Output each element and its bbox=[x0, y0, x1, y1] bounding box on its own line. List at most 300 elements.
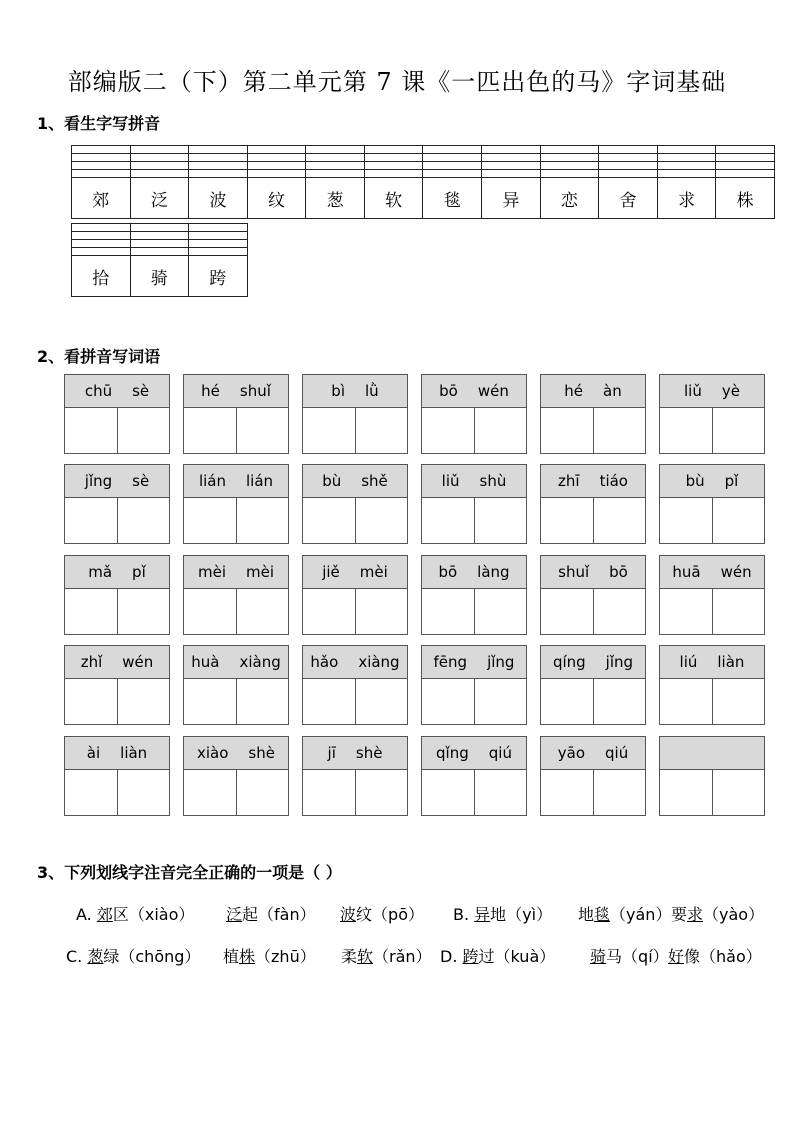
option-text: 地 bbox=[490, 905, 507, 924]
word-box bbox=[540, 736, 646, 816]
writing-cell[interactable] bbox=[541, 770, 594, 816]
answer-option-item bbox=[578, 902, 671, 925]
pinyin-writing-line[interactable] bbox=[716, 162, 775, 170]
pinyin-syllable: sè bbox=[132, 472, 150, 490]
option-text: A. bbox=[76, 905, 97, 924]
word-box bbox=[183, 464, 289, 544]
pinyin-writing-line[interactable] bbox=[189, 170, 248, 178]
underlined-character: 跨 bbox=[462, 947, 479, 966]
pinyin-syllable: liàn bbox=[717, 653, 745, 671]
character-pinyin-grid-row1 bbox=[71, 145, 775, 219]
pinyin-syllable: bù bbox=[685, 472, 705, 490]
pinyin-writing-line[interactable] bbox=[423, 170, 482, 178]
character-cell: 跨 bbox=[189, 256, 248, 297]
pinyin-writing-line[interactable] bbox=[599, 146, 658, 154]
underlined-character: 毯 bbox=[594, 905, 611, 924]
pinyin-syllable: zhǐ bbox=[80, 653, 103, 671]
answer-option-item bbox=[340, 902, 424, 925]
pinyin-header bbox=[184, 556, 288, 589]
pinyin-writing-line[interactable] bbox=[72, 248, 131, 256]
pinyin-annotation: （kuà） bbox=[494, 947, 556, 966]
option-text: 区 bbox=[112, 905, 129, 924]
pinyin-writing-line[interactable] bbox=[599, 170, 658, 178]
writing-cell[interactable] bbox=[594, 408, 646, 454]
writing-cell[interactable] bbox=[594, 498, 646, 544]
writing-cell[interactable] bbox=[237, 408, 289, 454]
pinyin-header bbox=[303, 465, 407, 498]
underlined-character: 好 bbox=[668, 947, 685, 966]
underlined-character: 异 bbox=[474, 905, 491, 924]
pinyin-annotation: （hǎo） bbox=[700, 947, 762, 966]
word-box bbox=[659, 555, 765, 635]
pinyin-writing-line[interactable] bbox=[72, 240, 131, 248]
pinyin-header bbox=[184, 465, 288, 498]
pinyin-writing-line[interactable] bbox=[306, 146, 365, 154]
pinyin-writing-line[interactable] bbox=[130, 224, 189, 232]
pinyin-syllable: shè bbox=[355, 744, 383, 762]
pinyin-writing-line[interactable] bbox=[716, 170, 775, 178]
writing-cell[interactable] bbox=[118, 679, 170, 725]
pinyin-writing-line[interactable] bbox=[482, 162, 541, 170]
pinyin-syllable: liàn bbox=[120, 744, 148, 762]
pinyin-writing-line[interactable] bbox=[540, 154, 599, 162]
answer-option-item bbox=[226, 902, 316, 925]
pinyin-syllable: qíng bbox=[552, 653, 586, 671]
word-box bbox=[540, 645, 646, 725]
pinyin-syllable: pǐ bbox=[724, 472, 739, 490]
writing-cell[interactable] bbox=[660, 498, 713, 544]
pinyin-syllable: sè bbox=[132, 382, 150, 400]
pinyin-annotation: （yì） bbox=[506, 905, 553, 924]
pinyin-syllable: shuǐ bbox=[558, 563, 590, 581]
pinyin-syllable: lián bbox=[246, 472, 274, 490]
pinyin-writing-line[interactable] bbox=[72, 224, 131, 232]
pinyin-writing-line[interactable] bbox=[482, 170, 541, 178]
pinyin-header bbox=[422, 465, 526, 498]
pinyin-writing-line[interactable] bbox=[189, 240, 248, 248]
pinyin-annotation: （rǎn） bbox=[373, 947, 432, 966]
writing-cell[interactable] bbox=[475, 498, 527, 544]
pinyin-writing-line[interactable] bbox=[482, 154, 541, 162]
writing-cell[interactable] bbox=[422, 498, 475, 544]
pinyin-header bbox=[422, 556, 526, 589]
word-box bbox=[302, 374, 408, 454]
word-box bbox=[64, 464, 170, 544]
pinyin-syllable: lǜ bbox=[365, 382, 379, 400]
pinyin-writing-line[interactable] bbox=[716, 154, 775, 162]
pinyin-header bbox=[660, 556, 764, 589]
writing-cell[interactable] bbox=[541, 408, 594, 454]
pinyin-header bbox=[660, 375, 764, 408]
option-text: 要 bbox=[671, 905, 688, 924]
pinyin-header bbox=[660, 646, 764, 679]
pinyin-writing-line[interactable] bbox=[657, 146, 716, 154]
character-pinyin-grid-row2 bbox=[71, 223, 248, 297]
pinyin-writing-line[interactable] bbox=[540, 162, 599, 170]
pinyin-syllable: jǐng bbox=[605, 653, 634, 671]
pinyin-syllable: fēng bbox=[433, 653, 468, 671]
writing-cell[interactable] bbox=[594, 679, 646, 725]
word-box bbox=[302, 464, 408, 544]
writing-cell[interactable] bbox=[118, 589, 170, 635]
writing-cell[interactable] bbox=[475, 408, 527, 454]
character-cell: 纹 bbox=[247, 178, 306, 219]
writing-cell[interactable] bbox=[303, 679, 356, 725]
pinyin-writing-line[interactable] bbox=[364, 154, 423, 162]
writing-cell[interactable] bbox=[237, 679, 289, 725]
writing-cell[interactable] bbox=[422, 770, 475, 816]
writing-cell[interactable] bbox=[356, 589, 408, 635]
pinyin-writing-line[interactable] bbox=[130, 162, 189, 170]
pinyin-header bbox=[541, 465, 645, 498]
pinyin-writing-line[interactable] bbox=[130, 232, 189, 240]
pinyin-header bbox=[303, 375, 407, 408]
pinyin-annotation: （xiào） bbox=[128, 905, 195, 924]
answer-option-item bbox=[223, 944, 316, 967]
word-box bbox=[64, 645, 170, 725]
underlined-character: 软 bbox=[357, 947, 374, 966]
pinyin-syllable: yāo bbox=[557, 744, 586, 762]
pinyin-syllable: pǐ bbox=[132, 563, 146, 581]
writing-cell[interactable] bbox=[422, 408, 475, 454]
writing-cell[interactable] bbox=[594, 770, 646, 816]
writing-cell[interactable] bbox=[65, 589, 118, 635]
option-text: D. bbox=[440, 947, 463, 966]
pinyin-annotation: （pō） bbox=[372, 905, 424, 924]
pinyin-syllable: huà bbox=[191, 653, 220, 671]
pinyin-annotation: （fàn） bbox=[258, 905, 316, 924]
underlined-character: 泛 bbox=[226, 905, 243, 924]
pinyin-syllable: bō bbox=[439, 382, 458, 400]
writing-cell[interactable] bbox=[237, 770, 289, 816]
pinyin-syllable: shuǐ bbox=[239, 382, 271, 400]
pinyin-writing-line[interactable] bbox=[189, 162, 248, 170]
pinyin-writing-line[interactable] bbox=[72, 170, 131, 178]
writing-cell[interactable] bbox=[303, 408, 356, 454]
pinyin-writing-line[interactable] bbox=[189, 232, 248, 240]
writing-cell[interactable] bbox=[475, 679, 527, 725]
writing-cell[interactable] bbox=[713, 589, 765, 635]
pinyin-writing-line[interactable] bbox=[130, 146, 189, 154]
pinyin-header bbox=[184, 737, 288, 770]
pinyin-writing-line[interactable] bbox=[306, 170, 365, 178]
pinyin-writing-line[interactable] bbox=[189, 248, 248, 256]
pinyin-writing-line[interactable] bbox=[716, 146, 775, 154]
writing-cell[interactable] bbox=[65, 408, 118, 454]
pinyin-writing-line[interactable] bbox=[540, 170, 599, 178]
writing-cell[interactable] bbox=[303, 589, 356, 635]
pinyin-syllable: bō bbox=[609, 563, 628, 581]
pinyin-syllable: jǐng bbox=[487, 653, 515, 671]
writing-cell[interactable] bbox=[356, 679, 408, 725]
character-cell: 恋 bbox=[540, 178, 599, 219]
answer-option-item bbox=[590, 944, 669, 967]
pinyin-syllable: làng bbox=[477, 563, 510, 581]
word-box bbox=[183, 645, 289, 725]
writing-cell[interactable] bbox=[356, 498, 408, 544]
option-text: 马 bbox=[606, 947, 623, 966]
pinyin-syllable: liú bbox=[679, 653, 698, 671]
character-cell: 异 bbox=[482, 178, 541, 219]
pinyin-writing-line[interactable] bbox=[482, 146, 541, 154]
section1-heading: 1、看生字写拼音 bbox=[37, 114, 161, 133]
pinyin-writing-line[interactable] bbox=[130, 154, 189, 162]
pinyin-syllable: shù bbox=[479, 472, 507, 490]
pinyin-syllable: xiàng bbox=[358, 653, 400, 671]
pinyin-writing-line[interactable] bbox=[364, 146, 423, 154]
pinyin-annotation: （chōng） bbox=[119, 947, 201, 966]
option-text: 地 bbox=[578, 905, 595, 924]
word-box bbox=[659, 645, 765, 725]
writing-cell[interactable] bbox=[65, 770, 118, 816]
option-text: 像 bbox=[684, 947, 701, 966]
writing-cell[interactable] bbox=[303, 498, 356, 544]
answer-option-item bbox=[671, 902, 764, 925]
writing-cell[interactable] bbox=[713, 408, 765, 454]
pinyin-header bbox=[65, 646, 169, 679]
writing-cell[interactable] bbox=[541, 589, 594, 635]
character-cell: 拾 bbox=[72, 256, 131, 297]
pinyin-writing-line[interactable] bbox=[189, 154, 248, 162]
writing-cell[interactable] bbox=[541, 498, 594, 544]
word-box bbox=[421, 736, 527, 816]
underlined-character: 株 bbox=[239, 947, 256, 966]
writing-cell[interactable] bbox=[713, 770, 765, 816]
writing-cell[interactable] bbox=[422, 589, 475, 635]
option-text: C. bbox=[66, 947, 88, 966]
pinyin-header bbox=[303, 737, 407, 770]
word-box bbox=[659, 736, 765, 816]
pinyin-writing-line[interactable] bbox=[423, 146, 482, 154]
pinyin-writing-line[interactable] bbox=[72, 146, 131, 154]
writing-cell[interactable] bbox=[422, 679, 475, 725]
word-box bbox=[302, 645, 408, 725]
page-title: 部编版二（下）第二单元第 7 课《一匹出色的马》字词基础 bbox=[67, 68, 727, 96]
answer-option-item bbox=[668, 944, 762, 967]
writing-cell[interactable] bbox=[65, 498, 118, 544]
pinyin-annotation: （zhū） bbox=[255, 947, 316, 966]
option-text: 植 bbox=[223, 947, 240, 966]
character-cell: 葱 bbox=[306, 178, 365, 219]
answer-option-item bbox=[76, 902, 194, 925]
pinyin-syllable: ài bbox=[86, 744, 101, 762]
writing-cell[interactable] bbox=[65, 679, 118, 725]
pinyin-syllable: qiú bbox=[605, 744, 629, 762]
pinyin-syllable: zhī bbox=[558, 472, 580, 490]
pinyin-header bbox=[660, 465, 764, 498]
option-text: 绿 bbox=[103, 947, 120, 966]
pinyin-header bbox=[422, 737, 526, 770]
answer-option-item bbox=[453, 902, 552, 925]
pinyin-writing-line[interactable] bbox=[364, 162, 423, 170]
pinyin-annotation: （yán） bbox=[610, 905, 672, 924]
pinyin-syllable: shě bbox=[361, 472, 388, 490]
character-cell: 郊 bbox=[72, 178, 131, 219]
pinyin-syllable: hé bbox=[201, 382, 220, 400]
writing-cell[interactable] bbox=[303, 770, 356, 816]
writing-cell[interactable] bbox=[118, 770, 170, 816]
pinyin-writing-line[interactable] bbox=[247, 162, 306, 170]
pinyin-writing-line[interactable] bbox=[189, 224, 248, 232]
pinyin-syllable: jī bbox=[327, 744, 336, 762]
writing-cell[interactable] bbox=[118, 408, 170, 454]
pinyin-writing-line[interactable] bbox=[189, 146, 248, 154]
word-box bbox=[659, 374, 765, 454]
writing-cell[interactable] bbox=[356, 408, 408, 454]
pinyin-syllable: xiàng bbox=[239, 653, 281, 671]
word-box bbox=[64, 374, 170, 454]
pinyin-syllable: bì bbox=[331, 382, 345, 400]
word-box bbox=[540, 464, 646, 544]
pinyin-syllable: hé bbox=[564, 382, 584, 400]
writing-cell[interactable] bbox=[184, 498, 237, 544]
pinyin-writing-line[interactable] bbox=[599, 154, 658, 162]
word-box bbox=[183, 555, 289, 635]
pinyin-syllable: tiáo bbox=[599, 472, 628, 490]
pinyin-writing-line[interactable] bbox=[72, 154, 131, 162]
writing-cell[interactable] bbox=[713, 679, 765, 725]
pinyin-syllable: chū bbox=[84, 382, 113, 400]
writing-cell[interactable] bbox=[713, 498, 765, 544]
pinyin-writing-line[interactable] bbox=[130, 248, 189, 256]
pinyin-header bbox=[65, 737, 169, 770]
pinyin-writing-line[interactable] bbox=[247, 146, 306, 154]
pinyin-syllable: àn bbox=[603, 382, 622, 400]
writing-cell[interactable] bbox=[237, 498, 289, 544]
underlined-character: 葱 bbox=[87, 947, 104, 966]
pinyin-header bbox=[422, 375, 526, 408]
writing-cell[interactable] bbox=[184, 589, 237, 635]
underlined-character: 郊 bbox=[96, 905, 113, 924]
word-box bbox=[183, 736, 289, 816]
writing-cell[interactable] bbox=[660, 679, 713, 725]
pinyin-writing-line[interactable] bbox=[72, 232, 131, 240]
word-box bbox=[64, 736, 170, 816]
word-box bbox=[540, 374, 646, 454]
pinyin-writing-line[interactable] bbox=[540, 146, 599, 154]
pinyin-header bbox=[65, 465, 169, 498]
writing-cell[interactable] bbox=[475, 770, 527, 816]
pinyin-header bbox=[303, 556, 407, 589]
pinyin-syllable: qiú bbox=[488, 744, 512, 762]
pinyin-syllable: jǐng bbox=[84, 472, 113, 490]
pinyin-header bbox=[660, 737, 764, 770]
writing-cell[interactable] bbox=[118, 498, 170, 544]
answer-option-item bbox=[341, 944, 432, 967]
underlined-character: 波 bbox=[340, 905, 357, 924]
writing-cell[interactable] bbox=[594, 589, 646, 635]
pinyin-writing-line[interactable] bbox=[306, 162, 365, 170]
writing-cell[interactable] bbox=[660, 408, 713, 454]
writing-cell[interactable] bbox=[660, 770, 713, 816]
writing-cell[interactable] bbox=[541, 679, 594, 725]
pinyin-syllable: bō bbox=[438, 563, 458, 581]
writing-cell[interactable] bbox=[475, 589, 527, 635]
pinyin-header bbox=[422, 646, 526, 679]
word-box bbox=[421, 464, 527, 544]
word-box bbox=[540, 555, 646, 635]
word-box bbox=[659, 464, 765, 544]
character-cell: 求 bbox=[657, 178, 716, 219]
pinyin-writing-line[interactable] bbox=[247, 154, 306, 162]
pinyin-syllable: mèi bbox=[359, 563, 388, 581]
word-box bbox=[302, 555, 408, 635]
character-cell: 骑 bbox=[130, 256, 189, 297]
answer-option-item bbox=[440, 944, 555, 967]
underlined-character: 求 bbox=[687, 905, 704, 924]
word-box bbox=[64, 555, 170, 635]
word-box bbox=[421, 555, 527, 635]
pinyin-writing-line[interactable] bbox=[657, 154, 716, 162]
pinyin-syllable: mèi bbox=[197, 563, 226, 581]
pinyin-syllable: qǐng bbox=[436, 744, 469, 762]
pinyin-writing-line[interactable] bbox=[423, 154, 482, 162]
word-box bbox=[183, 374, 289, 454]
pinyin-syllable: jiě bbox=[322, 563, 340, 581]
pinyin-header bbox=[303, 646, 407, 679]
pinyin-writing-line[interactable] bbox=[72, 162, 131, 170]
writing-cell[interactable] bbox=[660, 589, 713, 635]
pinyin-syllable: liǔ bbox=[684, 382, 702, 400]
pinyin-annotation: （qí） bbox=[622, 947, 669, 966]
pinyin-header bbox=[65, 375, 169, 408]
pinyin-writing-line[interactable] bbox=[130, 170, 189, 178]
word-box bbox=[302, 736, 408, 816]
writing-cell[interactable] bbox=[184, 679, 237, 725]
pinyin-syllable: wén bbox=[720, 563, 752, 581]
pinyin-writing-line[interactable] bbox=[599, 162, 658, 170]
pinyin-syllable: liǔ bbox=[441, 472, 460, 490]
character-cell: 舍 bbox=[599, 178, 658, 219]
pinyin-writing-line[interactable] bbox=[306, 154, 365, 162]
pinyin-header bbox=[541, 737, 645, 770]
writing-cell[interactable] bbox=[184, 770, 237, 816]
writing-cell[interactable] bbox=[356, 770, 408, 816]
pinyin-syllable: mǎ bbox=[88, 563, 113, 581]
pinyin-writing-line[interactable] bbox=[247, 170, 306, 178]
pinyin-header bbox=[184, 375, 288, 408]
pinyin-header bbox=[541, 556, 645, 589]
option-text: 柔 bbox=[341, 947, 358, 966]
pinyin-syllable: yè bbox=[721, 382, 740, 400]
pinyin-syllable: bù bbox=[322, 472, 342, 490]
pinyin-header bbox=[541, 375, 645, 408]
pinyin-header bbox=[541, 646, 645, 679]
option-text: 纹 bbox=[356, 905, 373, 924]
pinyin-writing-line[interactable] bbox=[423, 162, 482, 170]
pinyin-writing-line[interactable] bbox=[130, 240, 189, 248]
word-box bbox=[421, 374, 527, 454]
writing-cell[interactable] bbox=[237, 589, 289, 635]
section3-heading: 3、下列划线字注音完全正确的一项是（ ） bbox=[37, 863, 342, 882]
pinyin-syllable: hǎo bbox=[310, 653, 339, 671]
pinyin-writing-line[interactable] bbox=[364, 170, 423, 178]
writing-cell[interactable] bbox=[184, 408, 237, 454]
pinyin-syllable: wén bbox=[477, 382, 509, 400]
option-text: 过 bbox=[478, 947, 495, 966]
pinyin-syllable: xiào bbox=[197, 744, 229, 762]
pinyin-writing-line[interactable] bbox=[657, 162, 716, 170]
character-cell: 株 bbox=[716, 178, 775, 219]
pinyin-syllable: shè bbox=[248, 744, 275, 762]
character-cell: 软 bbox=[364, 178, 423, 219]
option-text: 起 bbox=[242, 905, 259, 924]
answer-option-item bbox=[66, 944, 200, 967]
pinyin-writing-line[interactable] bbox=[657, 170, 716, 178]
underlined-character: 骑 bbox=[590, 947, 607, 966]
character-cell: 泛 bbox=[130, 178, 189, 219]
pinyin-syllable: lián bbox=[198, 472, 226, 490]
